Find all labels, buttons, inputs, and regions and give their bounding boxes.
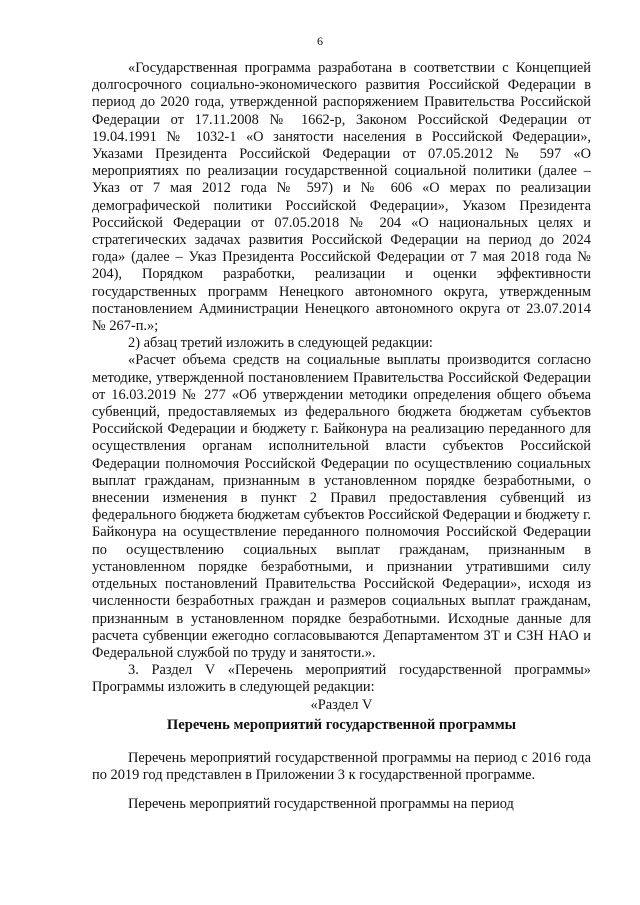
document-body bbox=[92, 60, 591, 814]
section-label: «Раздел V bbox=[310, 696, 373, 713]
paragraph-amendment-2: 2) абзац третий изложить в следующей редакции: bbox=[128, 335, 433, 352]
paragraph-measures-2016-2019: Перечень мероприятий государственной программы на период с 2016 года по 2019 год представлен в Приложении 3 к государственной программе. bbox=[92, 749, 591, 784]
paragraph-measures-continued: Перечень мероприятий государственной программы на период bbox=[128, 796, 514, 813]
page-number: 6 bbox=[317, 34, 323, 48]
paragraph-program-basis: «Государственная программа разработана в соответствии с Концепцией долгосрочного социально-экономического развития Российской Федерации в период до 2020 года, утвержденной распоряжением Правительства Российской Федерации от 17.11.2008 № 1662-р, Законом Российской Федерации от 19.04.1991 № 1032-1 «О занятости населения в Российской Федерации», Указами Президента Российской Федерации от 07.05.2012 № 597 «О мероприятиях по реализации государственной социальной политики (далее – Указ от 7 мая 2012 года № 597) и № 606 «О мерах по реализации демографической политики Российской Федерации», Указом Президента Российской Федерации от 07.05.2018 № 204 «О национальных целях и стратегических задачах развития Российской Федерации на период до 2024 года» (далее – Указ Президента Российской Федерации от 7 мая 2018 года № 204), Порядком разработки, реализации и оценки эффективности государственных программ Ненецкого автономного округа, утвержденным постановлением Администрации Ненецкого автономного округа от 23.07.2014 № 267-п.»; bbox=[92, 60, 591, 335]
paragraph-calculation: «Расчет объема средств на социальные выплаты производится согласно методике, утвержденной постановлением Правительства Российской Федерации от 16.03.2019 № 277 «Об утверждении методики определения общего объема субвенций, предоставляемых из федерального бюджета бюджетам субъектов Российской Федерации и бюджету г. Байконура на реализацию переданного для осуществления органам исполнительной власти субъектов Российской Федерации полномочия Российской Федерации по осуществлению социальных выплат гражданам, признанным в установленном порядке безработными, о внесении изменения в пункт 2 Правил предоставления субвенций из федерального бюджета бюджетам субъектов Российской Федерации и бюджету г. Байконура на осуществление переданного полномочия Российской Федерации по осуществлению социальных выплат гражданам, признанным в установленном порядке безработными, и признании утратившими силу отдельных постановлений Правительства Российской Федерации», исходя из численности безработных граждан и размеров социальных выплат гражданам, признанным в установленном порядке безработными. Исходные данные для расчета субвенции ежегодно согласовываются Департаментом ЗТ и СЗН НАО и Федеральной службой по труду и занятости.». bbox=[92, 352, 591, 661]
paragraph-amendment-3: 3. Раздел V «Перечень мероприятий государственной программы» Программы изложить в следующей редакции: bbox=[92, 662, 591, 696]
section-title: Перечень мероприятий государственной программы bbox=[166, 716, 517, 733]
